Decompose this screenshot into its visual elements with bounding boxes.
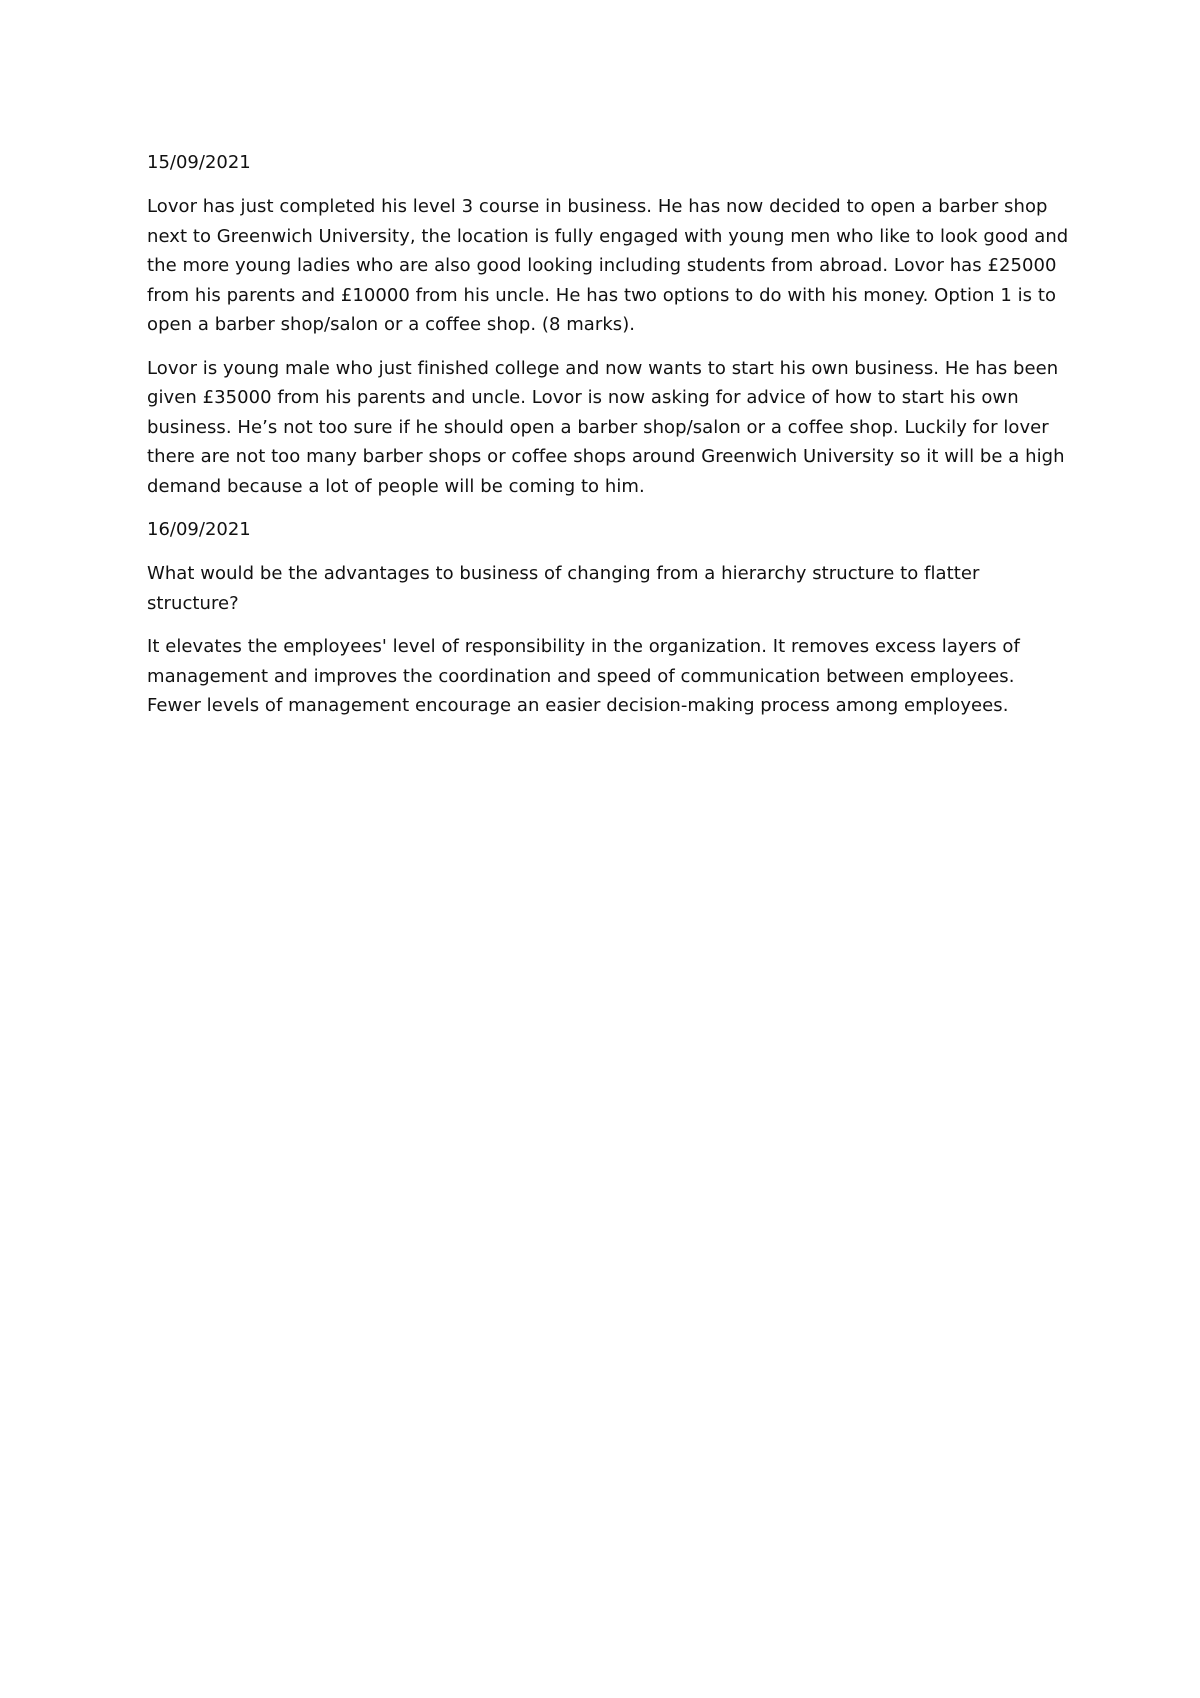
entry-date: 16/09/2021 (147, 519, 251, 540)
text-line: given £35000 from his parents and uncle. Lovor is now asking for advice of how to start his own (147, 387, 1019, 408)
paragraph (147, 559, 1077, 618)
text-line: open a barber shop/salon or a coffee shop. (8 marks). (147, 314, 636, 335)
text-line: the more young ladies who are also good looking including students from abroad. Lovor has £25000 (147, 255, 1057, 276)
paragraph (147, 354, 1077, 502)
document-body (147, 148, 1077, 735)
text-line: next to Greenwich University, the location is fully engaged with young men who like to look good and (147, 225, 1069, 247)
text-line: What would be the advantages to business of changing from a hierarchy structure to flatter (147, 563, 980, 584)
text-line: Lovor is young male who just finished college and now wants to start his own business. He has been (147, 357, 1059, 379)
text-line: there are not too many barber shops or coffee shops around Greenwich University so it will be a high (147, 446, 1065, 467)
text-line: from his parents and £10000 from his uncle. He has two options to do with his money. Option 1 is to (147, 284, 1057, 306)
paragraph (147, 192, 1077, 340)
entry-date: 15/09/2021 (147, 152, 251, 173)
text-line: Lovor has just completed his level 3 course in business. He has now decided to open a barber shop (147, 196, 1048, 217)
text-line: Fewer levels of management encourage an easier decision-making process among employees. (147, 695, 1009, 716)
text-line: management and improves the coordination and speed of communication between employees. (147, 665, 1015, 687)
text-line: It elevates the employees' level of responsibility in the organization. It removes excess layers of (147, 636, 1020, 657)
text-line: demand because a lot of people will be coming to him. (147, 475, 645, 497)
paragraph (147, 632, 1077, 721)
text-line: structure? (147, 592, 239, 614)
text-line: business. He’s not too sure if he should open a barber shop/salon or a coffee shop. Luckily for lover (147, 416, 1049, 438)
